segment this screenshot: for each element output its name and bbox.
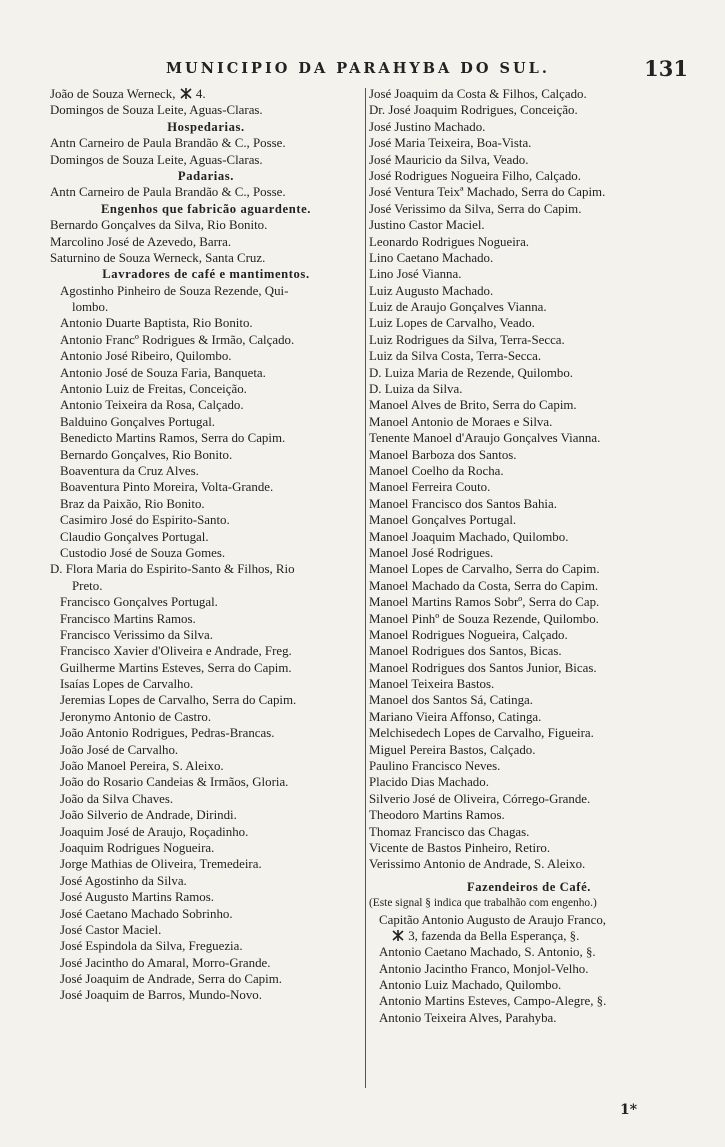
list-item: Theodoro Martins Ramos.	[369, 808, 505, 823]
list-item: Benedicto Martins Ramos, Serra do Capim.	[60, 431, 286, 446]
engenho-mark-icon	[391, 929, 405, 942]
list-item: José Castor Maciel.	[60, 922, 162, 937]
list-item: Marcolino José de Azevedo, Barra.	[50, 234, 232, 249]
list-item: José Maria Teixeira, Boa-Vista.	[369, 136, 532, 151]
list-item: Agostinho Pinheiro de Souza Rezende, Qui-	[60, 283, 289, 298]
list-item: Manoel Lopes de Carvalho, Serra do Capim.	[369, 562, 600, 577]
list-item: Joaquim José de Araujo, Roçadinho.	[60, 824, 249, 839]
section-heading-padarias: Padarias.	[177, 168, 235, 183]
list-item: João de Souza Werneck, 4.	[50, 87, 206, 101]
list-item: Jeronymo Antonio de Castro.	[60, 709, 212, 724]
list-item: João Silverio de Andrade, Dirindi.	[60, 808, 237, 823]
list-item: Luiz Augusto Machado.	[369, 283, 494, 298]
list-item: Manoel Rodrigues Nogueira, Calçado.	[369, 627, 568, 642]
list-item: Melchisedech Lopes de Carvalho, Figueira.	[369, 726, 594, 741]
list-item: Jorge Mathias de Oliveira, Tremedeira.	[60, 857, 262, 872]
list-item: José Joaquim de Barros, Mundo-Novo.	[60, 988, 262, 1003]
list-item: João José de Carvalho.	[60, 742, 179, 757]
list-item: Thomaz Francisco das Chagas.	[369, 824, 530, 839]
section-heading-hospedarias: Hospedarias.	[167, 119, 245, 134]
section-note: (Este signal § indica que trabalhão com engenho.)	[369, 897, 597, 910]
list-item: Luiz de Araujo Gonçalves Vianna.	[369, 300, 547, 315]
page-number: 131	[644, 56, 688, 81]
list-item: D. Flora Maria do Espirito-Santo & Filhos, Rio	[50, 562, 295, 577]
list-item: Joaquim Rodrigues Nogueira.	[60, 840, 215, 855]
section-heading-engenhos: Engenhos que fabricão aguardente.	[100, 201, 312, 216]
list-item: José Agostinho da Silva.	[60, 873, 187, 888]
list-item: Antonio Luiz de Freitas, Conceição.	[60, 382, 247, 397]
list-item: José Joaquim de Andrade, Serra do Capim.	[60, 972, 282, 987]
list-item: José Justino Machado.	[369, 119, 486, 134]
list-item-continuation: Preto.	[72, 578, 103, 593]
list-item: Antonio Teixeira Alves, Parahyba.	[379, 1010, 557, 1025]
list-item: Manoel Alves de Brito, Serra do Capim.	[369, 398, 577, 413]
list-item: Luiz Lopes de Carvalho, Veado.	[369, 316, 535, 331]
list-item: Antonio Martins Esteves, Campo-Alegre, §.	[379, 994, 607, 1009]
list-item: Custodio José de Souza Gomes.	[60, 545, 226, 560]
list-item: Antn Carneiro de Paula Brandão & C., Posse.	[50, 136, 286, 151]
list-item: Manoel Joaquim Machado, Quilombo.	[369, 529, 569, 544]
list-item: Manoel Machado da Costa, Serra do Capim.	[369, 578, 599, 593]
section-heading-fazendeiros: Fazendeiros de Café.	[466, 879, 592, 894]
left-column	[50, 86, 362, 1004]
list-item-continuation: 3, fazenda da Bella Esperança, §.	[369, 928, 689, 944]
list-item: Antonio Teixeira da Rosa, Calçado.	[60, 398, 244, 413]
list-item: Paulino Francisco Neves.	[369, 759, 501, 774]
list-item: Domingos de Souza Leite, Aguas-Claras.	[50, 152, 263, 167]
list-item: Antn Carneiro de Paula Brandão & C., Posse.	[50, 185, 286, 200]
list-item: Leonardo Rodrigues Nogueira.	[369, 234, 530, 249]
list-item: Manoel Francisco dos Santos Bahia.	[369, 496, 557, 511]
list-item: Manoel Martins Ramos Sobrº, Serra do Cap.	[369, 595, 600, 610]
list-item: Guilherme Martins Esteves, Serra do Capim.	[60, 660, 292, 675]
list-item: D. Luiza Maria de Rezende, Quilombo.	[369, 365, 574, 380]
lavradores-list-b	[50, 594, 362, 1004]
list-item: Dr. José Joaquim Rodrigues, Conceição.	[369, 103, 578, 118]
list-item: Francisco Gonçalves Portugal.	[60, 595, 218, 610]
list-item: Antonio Caetano Machado, S. Antonio, §.	[379, 945, 596, 960]
list-item: João Antonio Rodrigues, Pedras-Brancas.	[60, 726, 275, 741]
list-item: Miguel Pereira Bastos, Calçado.	[369, 742, 536, 757]
list-item: João da Silva Chaves.	[60, 791, 174, 806]
list-item: Francisco Verissimo da Silva.	[60, 627, 213, 642]
list-item: Manoel Ferreira Couto.	[369, 480, 491, 495]
list-item: Manoel Teixeira Bastos.	[369, 677, 495, 692]
list-item: Antonio Luiz Machado, Quilombo.	[379, 978, 562, 993]
page-header	[58, 56, 688, 84]
list-item: Luiz da Silva Costa, Terra-Secca.	[369, 349, 542, 364]
list-item: Antonio Jacintho Franco, Monjol-Velho.	[379, 961, 589, 976]
list-item: José Caetano Machado Sobrinho.	[60, 906, 233, 921]
list-item: Francisco Xavier d'Oliveira e Andrade, Freg.	[60, 644, 292, 659]
list-item: Casimiro José do Espirito-Santo.	[60, 513, 230, 528]
list-item: João do Rosario Candeias & Irmãos, Gloria.	[60, 775, 289, 790]
list-item: Manoel José Rodrigues.	[369, 545, 494, 560]
list-item: José Verissimo da Silva, Serra do Capim.	[369, 201, 582, 216]
list-item: Verissimo Antonio de Andrade, S. Aleixo.	[369, 857, 586, 872]
list-item-continuation: lombo.	[72, 300, 109, 315]
list-item: Antonio Duarte Baptista, Rio Bonito.	[60, 316, 253, 331]
page-title: MUNICIPIO DA PARAHYBA DO SUL.	[166, 60, 550, 77]
list-item: José Jacintho do Amaral, Morro-Grande.	[60, 955, 271, 970]
list-item: Francisco Martins Ramos.	[60, 611, 196, 626]
column-divider	[365, 88, 366, 1088]
lavradores-list-c	[369, 86, 689, 873]
right-column	[369, 86, 689, 1026]
list-item: Manoel Pinhº de Souza Rezende, Quilombo.	[369, 611, 599, 626]
list-item: José Espindola da Silva, Freguezia.	[60, 939, 243, 954]
list-item: Jeremias Lopes de Carvalho, Serra do Capim.	[60, 693, 297, 708]
list-item: D. Luiza da Silva.	[369, 382, 463, 397]
list-item: João Manoel Pereira, S. Aleixo.	[60, 759, 224, 774]
list-item: Justino Castor Maciel.	[369, 218, 485, 233]
list-item: Silverio José de Oliveira, Córrego-Grande.	[369, 791, 591, 806]
list-item: Vicente de Bastos Pinheiro, Retiro.	[369, 840, 551, 855]
list-item: José Mauricio da Silva, Veado.	[369, 152, 529, 167]
list-item: Mariano Vieira Affonso, Catinga.	[369, 709, 542, 724]
list-item: Bernardo Gonçalves da Silva, Rio Bonito.	[50, 218, 268, 233]
section-heading-lavradores: Lavradores de café e mantimentos.	[102, 267, 310, 282]
list-item: Boaventura Pinto Moreira, Volta-Grande.	[60, 480, 274, 495]
list-item: Lino Caetano Machado.	[369, 250, 494, 265]
list-item: José Ventura Teixª Machado, Serra do Capim.	[369, 185, 606, 200]
list-item: Domingos de Souza Leite, Aguas-Claras.	[50, 103, 263, 118]
list-item: José Augusto Martins Ramos.	[60, 890, 214, 905]
list-item: Manoel dos Santos Sá, Catinga.	[369, 693, 533, 708]
list-item: Antonio José Ribeiro, Quilombo.	[60, 349, 232, 364]
list-item: Boaventura da Cruz Alves.	[60, 463, 199, 478]
list-item: Antonio José de Souza Faria, Banqueta.	[60, 365, 266, 380]
list-item: Lino José Vianna.	[369, 267, 462, 282]
list-item: Manoel Gonçalves Portugal.	[369, 513, 517, 528]
list-item: Manoel Antonio de Moraes e Silva.	[369, 414, 553, 429]
list-item: Isaías Lopes de Carvalho.	[60, 677, 194, 692]
engenho-mark-icon	[179, 87, 193, 100]
list-item: Manoel Rodrigues dos Santos, Bicas.	[369, 644, 562, 659]
list-item: Antonio Francº Rodrigues & Irmão, Calçado.	[60, 332, 295, 347]
list-item: Braz da Paixão, Rio Bonito.	[60, 496, 205, 511]
list-item: Bernardo Gonçalves, Rio Bonito.	[60, 447, 233, 462]
list-item: Manoel Barboza dos Santos.	[369, 447, 517, 462]
list-item: Claudio Gonçalves Portugal.	[60, 529, 209, 544]
list-item: Tenente Manoel d'Araujo Gonçalves Vianna.	[369, 431, 601, 446]
signature-mark: 1*	[620, 1102, 638, 1118]
list-item: Manoel Rodrigues dos Santos Junior, Bicas.	[369, 660, 597, 675]
list-item: Luiz Rodrigues da Silva, Terra-Secca.	[369, 332, 565, 347]
list-item: Placido Dias Machado.	[369, 775, 489, 790]
list-item: Manoel Coelho da Rocha.	[369, 463, 504, 478]
list-item: Balduino Gonçalves Portugal.	[60, 414, 216, 429]
list-item: Saturnino de Souza Werneck, Santa Cruz.	[50, 250, 266, 265]
list-item: José Rodrigues Nogueira Filho, Calçado.	[369, 168, 581, 183]
list-item: Capitão Antonio Augusto de Araujo Franco,	[379, 912, 606, 927]
lavradores-list-a	[50, 315, 362, 561]
list-item: José Joaquim da Costa & Filhos, Calçado.	[369, 87, 587, 101]
